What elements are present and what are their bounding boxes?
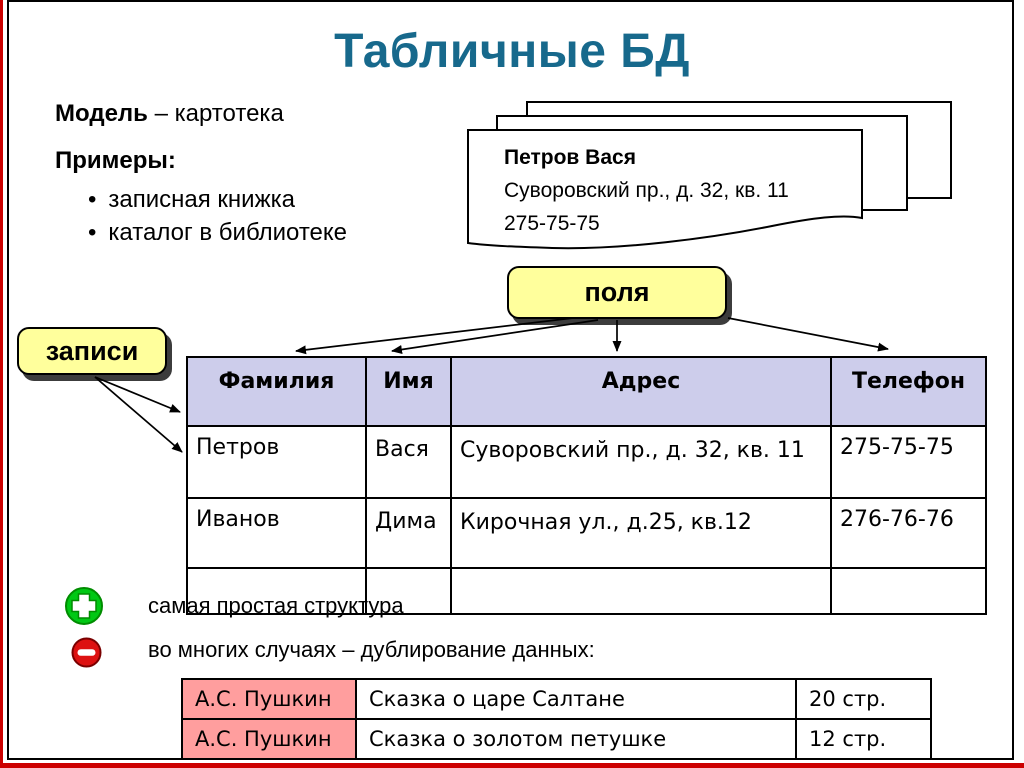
records-callout: записи — [17, 327, 167, 375]
col-header-surname: Фамилия — [187, 357, 366, 426]
con-text: во многих случаях – дублирование данных: — [148, 637, 595, 662]
minus-icon — [71, 637, 102, 668]
model-line — [55, 100, 284, 128]
cell-author: А.С. Пушкин — [182, 679, 356, 719]
book-table-wrap — [181, 678, 932, 760]
model-value: – картотека — [147, 100, 284, 127]
card-address: Суворовский пр., д. 32, кв. 11 — [504, 179, 789, 202]
cell-phone: 275-75-75 — [831, 426, 986, 498]
card-text — [504, 141, 789, 240]
cell-surname: Петров — [187, 426, 366, 498]
records-table — [186, 356, 987, 615]
cell-pages: 20 стр. — [796, 679, 931, 719]
table-header-row — [187, 357, 986, 426]
cell-surname: Иванов — [187, 498, 366, 568]
plus-icon — [64, 586, 104, 626]
cell-book-title: Сказка о золотом петушке — [356, 719, 796, 759]
cell-author: А.С. Пушкин — [182, 719, 356, 759]
cell-surname — [187, 568, 366, 614]
card-name: Петров Вася — [504, 146, 636, 169]
list-item — [88, 216, 347, 249]
cell-address — [451, 568, 831, 614]
card-phone: 275-75-75 — [504, 212, 600, 235]
cell-book-title: Сказка о царе Салтане — [356, 679, 796, 719]
example-library-catalog: каталог в библиотеке — [108, 219, 348, 246]
table-row — [187, 426, 986, 498]
examples-list — [88, 183, 347, 249]
model-label: Модель — [55, 100, 148, 127]
table-row — [182, 719, 931, 759]
table-row — [182, 679, 931, 719]
fields-callout: поля — [507, 266, 727, 319]
cell-firstname — [366, 568, 451, 614]
slide-border-red-left — [0, 0, 3, 768]
cell-firstname: Вася — [366, 426, 451, 498]
cell-phone — [831, 568, 986, 614]
books-table — [181, 678, 932, 760]
main-table-wrap — [186, 356, 987, 615]
cell-pages: 12 стр. — [796, 719, 931, 759]
cell-firstname: Дима — [366, 498, 451, 568]
table-row — [187, 498, 986, 568]
cell-phone: 276-76-76 — [831, 498, 986, 568]
list-item — [88, 183, 347, 216]
cell-address: Суворовский пр., д. 32, кв. 11 — [451, 426, 831, 498]
col-header-firstname: Имя — [366, 357, 451, 426]
examples-label: Примеры: — [55, 147, 176, 174]
slide-border-red-bottom — [0, 763, 1024, 768]
cell-address: Кирочная ул., д.25, кв.12 — [451, 498, 831, 568]
col-header-phone: Телефон — [831, 357, 986, 426]
col-header-address: Адрес — [451, 357, 831, 426]
slide-title: Табличные БД — [334, 25, 690, 78]
pro-text: самая простая структура — [148, 593, 404, 618]
example-notebook: записная книжка — [108, 186, 296, 213]
table-row-empty — [187, 568, 986, 614]
